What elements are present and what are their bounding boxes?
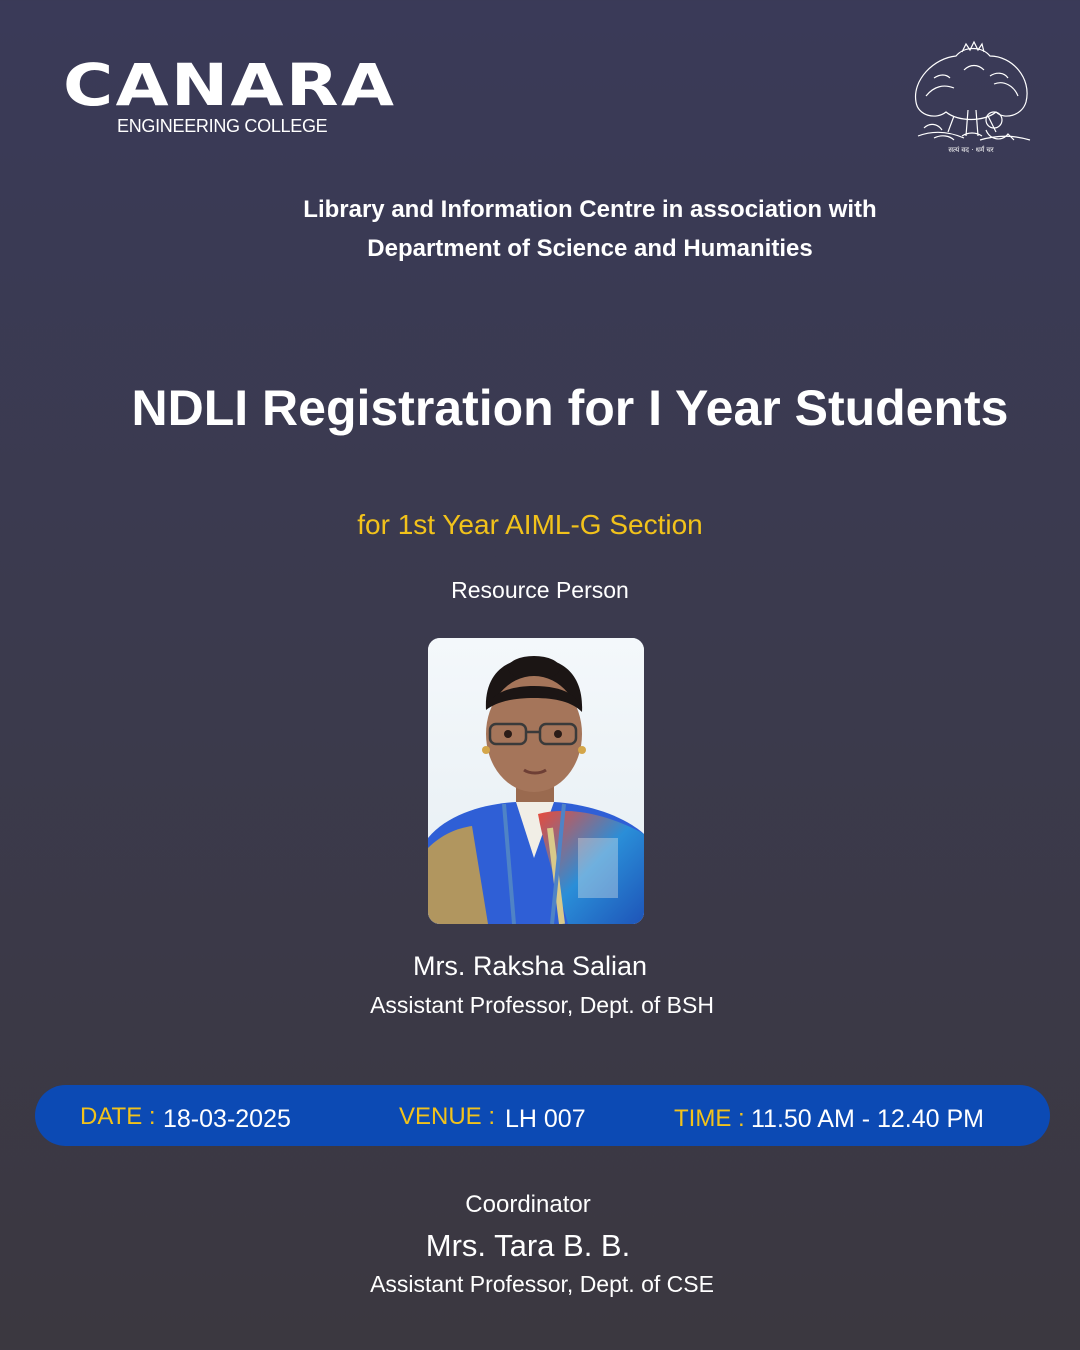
college-logo-title: CANARA xyxy=(63,51,397,119)
event-title: NDLI Registration for I Year Students xyxy=(131,380,1009,436)
venue-label: VENUE : xyxy=(399,1103,496,1130)
time-value: 11.50 AM - 12.40 PM xyxy=(751,1105,984,1133)
resource-person-name: Mrs. Raksha Salian xyxy=(412,951,648,981)
date-label: DATE : xyxy=(80,1103,156,1130)
tree-sage-emblem-icon xyxy=(904,40,1038,158)
emblem-motto: सत्यं वद · धर्मं चर xyxy=(948,146,994,154)
coordinator-label: Coordinator xyxy=(465,1191,591,1218)
time-label: TIME : xyxy=(674,1105,745,1132)
coordinator-name: Mrs. Tara B. B. xyxy=(425,1228,631,1263)
college-logo-subtitle: ENGINEERING COLLEGE xyxy=(117,116,328,136)
association-line-2: Department of Science and Humanities xyxy=(367,235,813,262)
resource-person-designation: Assistant Professor, Dept. of BSH xyxy=(370,992,714,1018)
association-line-1: Library and Information Centre in association with xyxy=(303,196,877,223)
resource-person-label: Resource Person xyxy=(451,577,629,603)
resource-person-photo xyxy=(428,638,644,924)
date-value: 18-03-2025 xyxy=(163,1105,291,1133)
event-audience: for 1st Year AIML-G Section xyxy=(357,509,703,540)
coordinator-designation: Assistant Professor, Dept. of CSE xyxy=(370,1271,714,1297)
venue-value: LH 007 xyxy=(505,1105,586,1133)
